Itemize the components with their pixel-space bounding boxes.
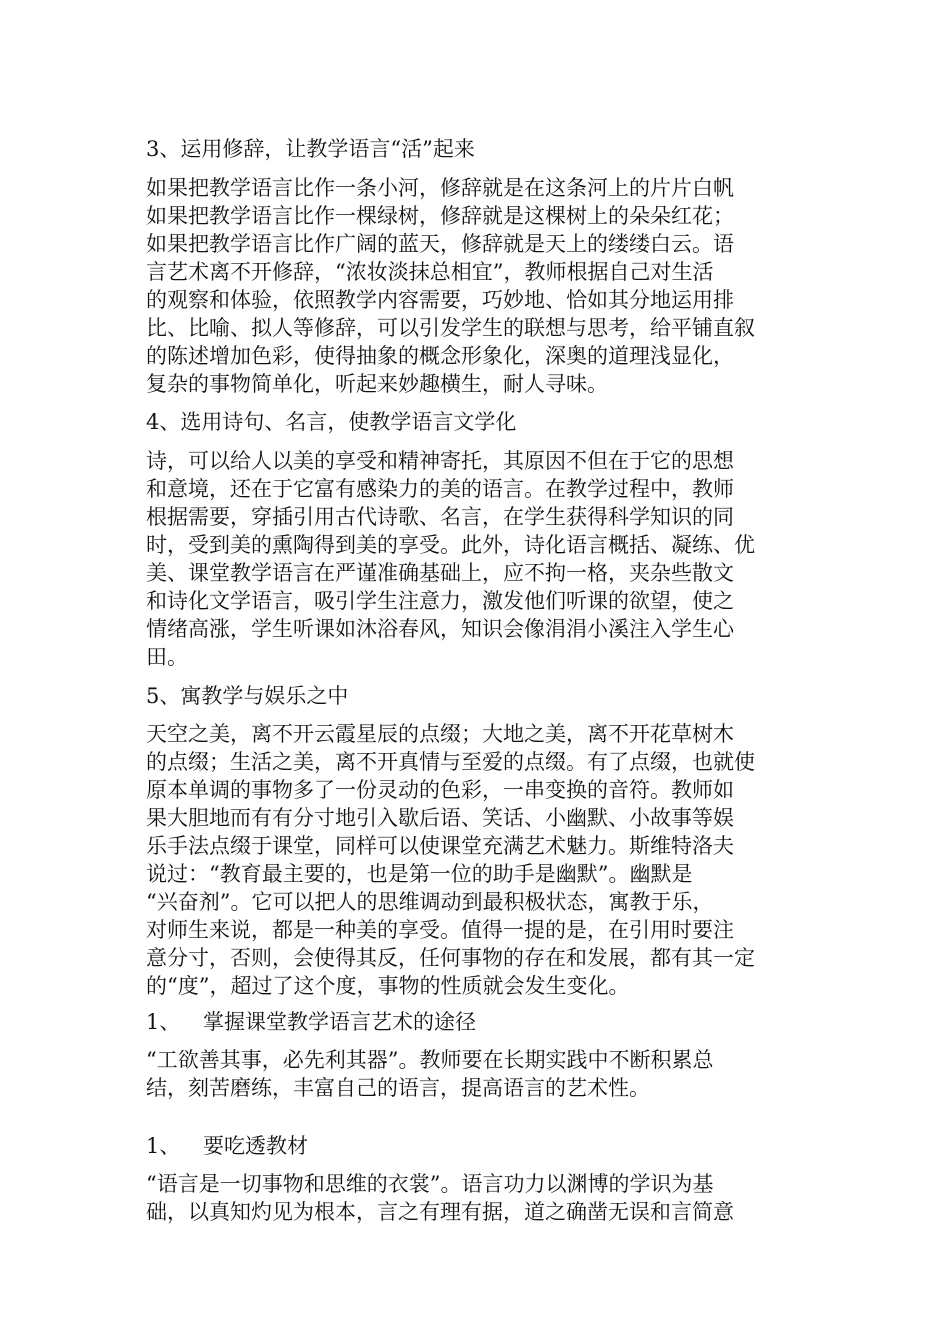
methods-paragraph: “工欲善其事，必先利其器”。教师要在长期实践中不断积累总 结，刻苦磨练，丰富自己的语言，提高语言的艺术性。 — [146, 1048, 714, 1100]
section-5-paragraph: 天空之美，离不开云霞星辰的点缀；大地之美，离不开花草树木 的点缀；生活之美，离不开真情与至爱的点缀。有了点缀，也就使 原本单调的事物多了一份灵动的色彩，一串变换的音符。教师如 果大胆地而有有分寸地引入歇后语、笑话、小幽默、小故事等娱 乐手法点缀于课堂，同样可以使课堂充满艺术魅力。斯维特洛夫 说过：“教育最主要的，也是第一位的助手是幽默”。幽默是 “兴奋剂”。它可以把人的思维调动到最积极状态，寓教于乐， 对师生来说，都是一种美的享受。值得一提的是，在引用时要注 意分寸，否则，会使得其反，任何事物的存在和发展，都有其一定 的“度”，超过了这个度，事物的性质就会发生变化。 — [146, 722, 755, 998]
textbook-heading-text: 要吃透教材 — [203, 1134, 308, 1158]
methods-heading-number: 1、 — [146, 1010, 181, 1034]
section-3-paragraph: 如果把教学语言比作一条小河，修辞就是在这条河上的片片白帆 如果把教学语言比作一棵绿树，修辞就是这棵树上的朵朵红花； 如果把教学语言比作广阔的蓝天，修辞就是天上的缕缕白云。语 言艺术离不开修辞，“浓妆淡抹总相宜”，教师根据自己对生活 的观察和体验，依照教学内容需要，巧妙地、恰如其分地运用排 比、比喻、拟人等修辞，可以引发学生的联想与思考，给平铺直叙 的陈述增加色彩，使得抽象的概念形象化，深奥的道理浅显化， 复杂的事物简单化，听起来妙趣横生，耐人寻味。 — [146, 176, 755, 396]
section-5-heading: 5、寓教学与娱乐之中 — [146, 684, 349, 708]
methods-heading-text: 掌握课堂教学语言艺术的途径 — [203, 1010, 476, 1034]
section-4-heading: 4、选用诗句、名言，使教学语言文学化 — [146, 410, 517, 434]
textbook-heading-number: 1、 — [146, 1134, 181, 1158]
textbook-heading — [146, 1131, 308, 1161]
section-3-heading: 3、运用修辞，让教学语言“活”起来 — [146, 137, 475, 161]
textbook-paragraph: “语言是一切事物和思维的衣裳”。语言功力以渊博的学识为基 础，以真知灼见为根本，言之有理有据，道之确凿无误和言简意 — [146, 1172, 734, 1224]
section-4-paragraph: 诗，可以给人以美的享受和精神寄托，其原因不但在于它的思想 和意境，还在于它富有感染力的美的语言。在教学过程中，教师 根据需要，穿插引用古代诗歌、名言，在学生获得科学知识的同 时，受到美的熏陶得到美的享受。此外，诗化语言概括、凝练、优 美、课堂教学语言在严谨准确基础上，应不拘一格，夹杂些散文 和诗化文学语言，吸引学生注意力，激发他们听课的欲望，使之 情绪高涨，学生听课如沐浴春风，知识会像涓涓小溪注入学生心 田。 — [146, 449, 755, 669]
methods-heading — [146, 1007, 476, 1037]
